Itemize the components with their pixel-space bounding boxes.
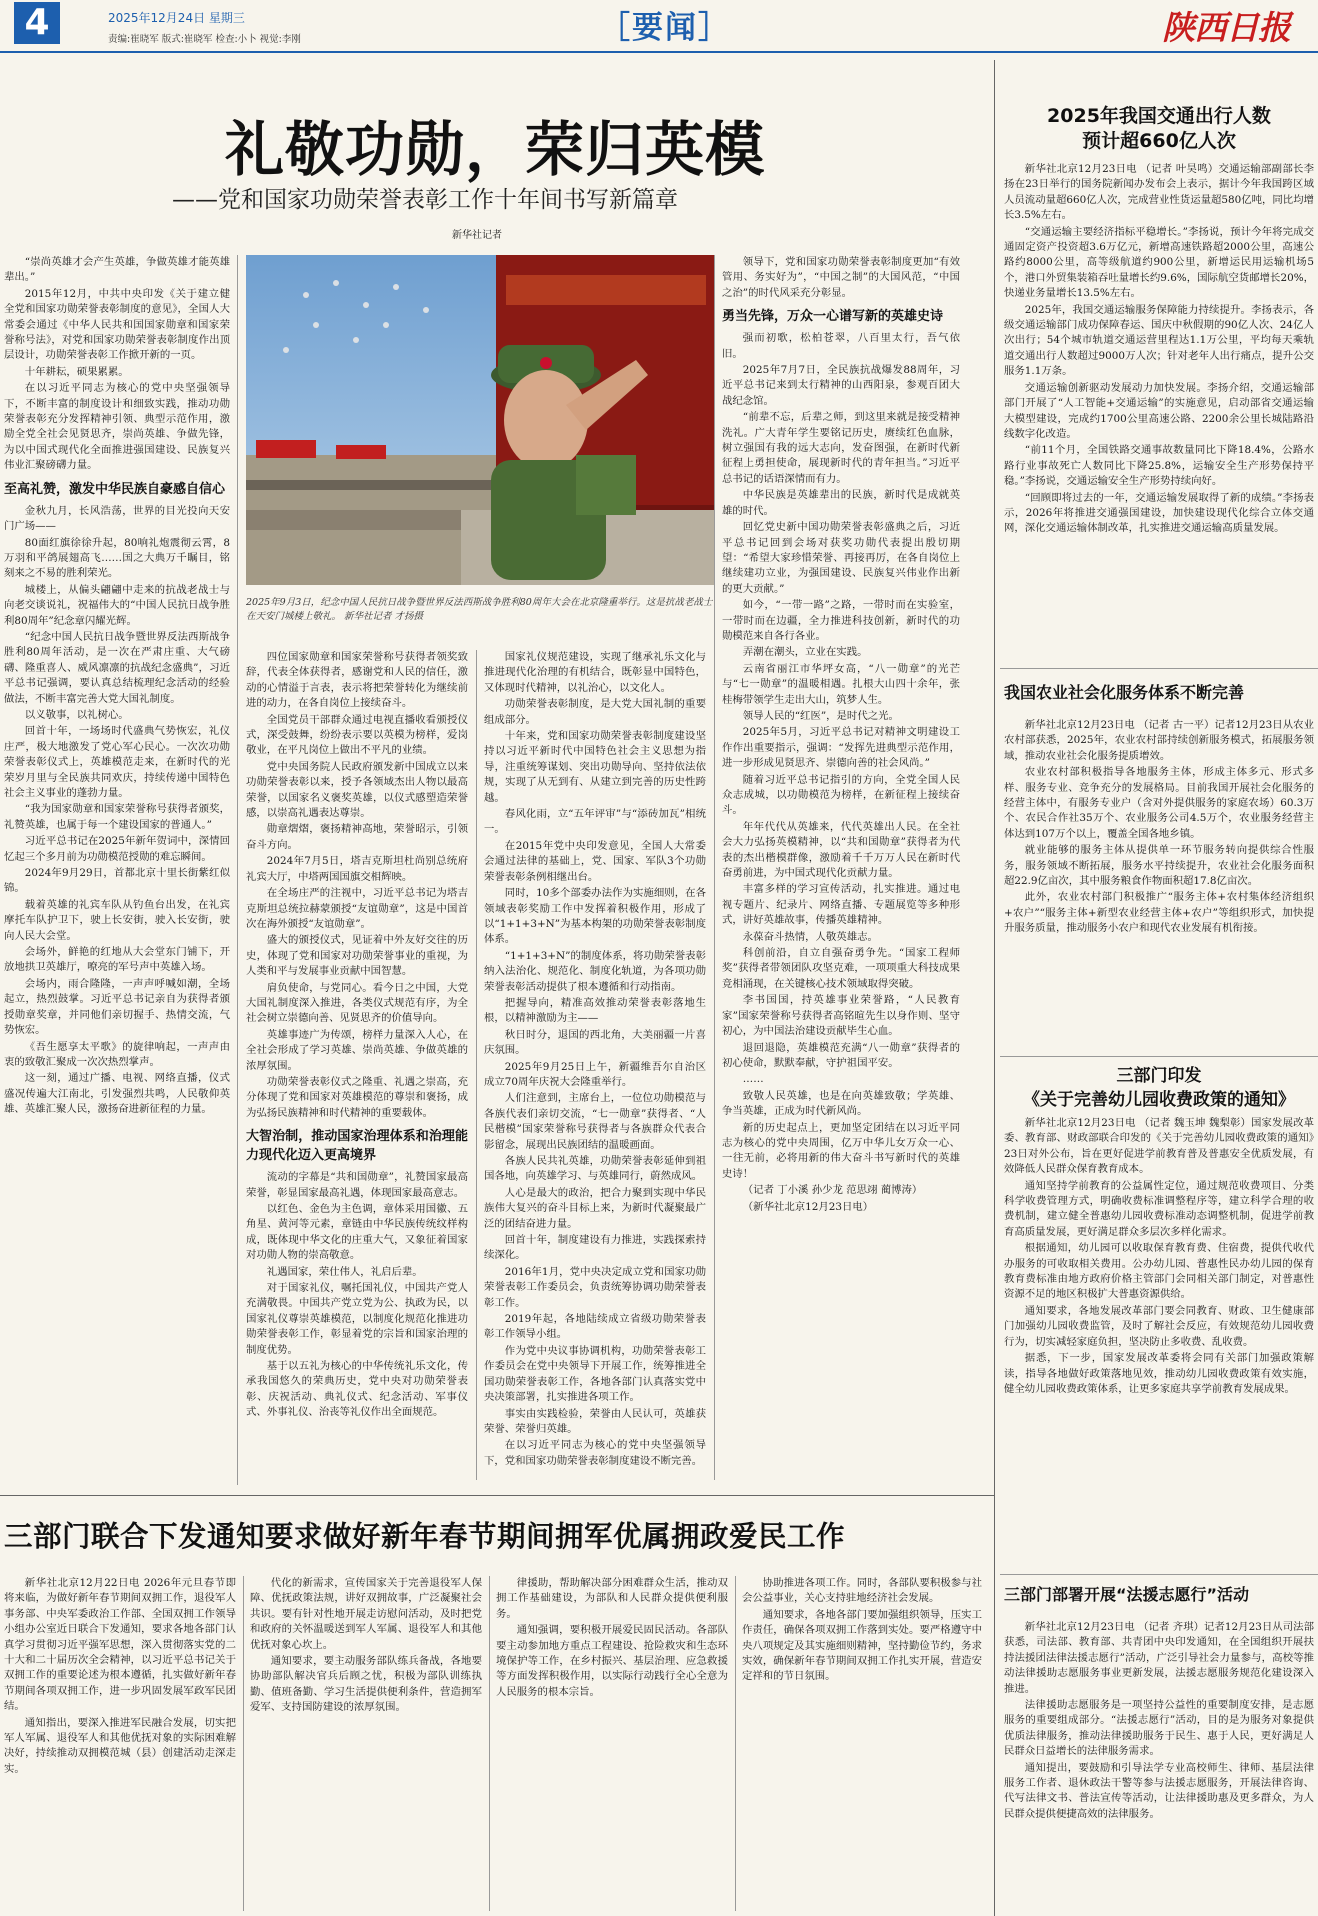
body-paragraph: 就业能够的服务主体从提供单一环节服务转向提供综合性服务，服务领域不断拓展，服务水平持续提升，农业社会化服务面积超22.9亿亩次，其中服务粮食作物面积超17.8亿亩次。 bbox=[1004, 844, 1314, 888]
body-paragraph: 2025年7月7日，全民族抗战爆发88周年，习近平总书记来到太行精神的山西阳泉，参观百团大战纪念馆。 bbox=[722, 364, 960, 407]
body-paragraph: 律援助，帮助解决部分困难群众生活，推动双拥工作基础建设，为部队和人民群众提供便利服务。 bbox=[496, 1577, 728, 1620]
page-number: 4 bbox=[14, 2, 60, 44]
body-paragraph: 在以习近平同志为核心的党中央坚强领导下，党和国家功勋荣誉表彰制度建设不断完善。 bbox=[484, 1439, 706, 1467]
side-headline-kindergarten bbox=[1004, 1064, 1314, 1112]
body-paragraph: 四位国家勋章和国家荣誉称号获得者领奖致辞，代表全体获得者，感谢党和人民的信任，激动的心情溢于言表，表示将把荣誉转化为继续前进的动力，在各自岗位上接续奋斗。 bbox=[246, 651, 468, 710]
body-paragraph: 2024年9月29日，首都北京十里长街紫红似锦。 bbox=[4, 867, 230, 895]
body-paragraph: 流动的字幕是“共和国勋章”，礼赞国家最高荣誉，彰显国家最高礼遇，体现国家最高意志。 bbox=[246, 1171, 468, 1199]
body-paragraph: 人心是最大的政治，把合力聚到实现中华民族伟大复兴的奋斗目标上来，为新时代凝聚最广泛的团结奋进力量。 bbox=[484, 1186, 706, 1230]
headline: 礼敬功勋，荣归英模 bbox=[225, 115, 766, 184]
body-paragraph: 这一刻，通过广播、电视、网络直播，仪式盛况传遍大江南北，引发强烈共鸣，人民敬仰英雄、英雄汇聚人民，激扬奋进新征程的力量。 bbox=[4, 1072, 230, 1116]
side-headline-line2: 《关于完善幼儿园收费政策的通知》 bbox=[1023, 1090, 1295, 1110]
body-paragraph: 勋章熠熠，褒扬精神高地，荣誉昭示，引领奋斗方向。 bbox=[246, 823, 468, 851]
body-paragraph: 中华民族是英雄辈出的民族，新时代是成就英雄的时代。 bbox=[722, 489, 960, 517]
body-paragraph: 科创前沿，自立自强奋勇争先。“国家工程师奖”获得者带领团队攻坚克难，一项项重大科技成果竞相涌现，在关键核心技术领域取得突破。 bbox=[722, 947, 960, 990]
column-divider bbox=[476, 650, 477, 1480]
body-paragraph: 通知坚持学前教育的公益属性定位，通过规范收费项目、分类科学收费管理方式，明确收费标准调整程序等，建立科学合理的收费机制，建立健全普惠幼儿园收费标准动态调整机制，促进学前教育高质量发展，更好满足群众多层次多样化需求。 bbox=[1004, 1179, 1314, 1238]
body-paragraph: 李书国国，持英雄事业荣誉路，“人民教育家”国家荣誉称号获得者高铭暄先生以身作则、坚守初心，为中国法治建设贡献毕生心血。 bbox=[722, 994, 960, 1038]
lead-column-2 bbox=[246, 650, 468, 1480]
editor-credits: 责编:崔晓军 版式:崔晓军 检查:小卜 视觉:李刚 bbox=[108, 34, 301, 45]
body-paragraph: 基于以五礼为核心的中华传统礼乐文化，传承我国悠久的荣典历史，党中央对功勋荣誉表彰、庆祝活动、典礼仪式、纪念活动、军事仪式、外事礼仪、治丧等礼仪作出全面规范。 bbox=[246, 1360, 468, 1419]
body-paragraph: 新华社北京12月22日电 2026年元旦春节即将来临，为做好新年春节期间双拥工作，退役军人事务部、中央军委政治工作部、全国双拥工作领导小组办公室近日联合下发通知，要求各地各部门认真学习贯彻习近平强军思想，深入贯彻落实党的二十大和二十届历次全会精神，以习近平总书记关于双拥工作的重要论述为根本遵循，扎实做好新年春节期间各项双拥工作，进一步巩固发展军政军民团结。 bbox=[4, 1577, 236, 1713]
body-paragraph: 此外，农业农村部门积极推广“服务主体+农村集体经济组织+农户”“服务主体+新型农业经营主体+农户”等组织形式，加快提升服务质量，推动服务小农户和现代农业发展有机衔接。 bbox=[1004, 891, 1314, 935]
banner-top-rule bbox=[0, 1495, 994, 1496]
body-paragraph: 通知提出，要鼓励和引导法学专业高校师生、律师、基层法律服务工作者、退休政法干警等参与法援志愿服务，开展法律咨询、代写法律文书、普法宣传等活动，让法律援助惠及更多群众，为人民群众提供便捷高效的法律服务。 bbox=[1004, 1761, 1314, 1820]
body-paragraph: 在以习近平同志为核心的党中央坚强领导下，不断丰富的制度设计和细致实践，推动功勋荣誉表彰充分发挥精神引领、典型示范作用，激励全党全社会见贤思齐，崇尚英雄、争做先锋，为以中国式现代化全面推进强国建设、民族复兴伟业汇聚磅礴力量。 bbox=[4, 382, 230, 472]
body-paragraph: 党中央国务院人民政府颁发新中国成立以来功勋荣誉表彰以来，授予各领域杰出人物以最高荣誉，以国家名义褒奖英雄，以仪式感塑造荣誉感，以崇高礼遇表达尊崇。 bbox=[246, 760, 468, 820]
body-paragraph: 根据通知，幼儿园可以收取保育教育费、住宿费，提供代收代办服务的可收取相关费用。公办幼儿园、普惠性民办幼儿园的保育教育费标准由地方政府价格主管部门会同相关部门制定，对普惠性资源不足的地区积极扩大普惠资源供给。 bbox=[1004, 1242, 1314, 1301]
article-divider bbox=[1000, 1574, 1318, 1575]
body-paragraph: 通知指出，要深入推进军民融合发展，切实把军人军属、退役军人和其他优抚对象的实际困难解决好，持续推动双拥模范城（县）创建活动走深走实。 bbox=[4, 1716, 236, 1775]
body-paragraph: “崇尚英雄才会产生英雄，争做英雄才能英雄辈出。” bbox=[4, 256, 230, 284]
body-paragraph: 回首十年，制度建设有力推进，实践探索持续深化。 bbox=[484, 1234, 706, 1262]
veteran-salute-image bbox=[246, 255, 714, 585]
body-paragraph: 同时，10多个部委办法作为实施细则，在各领域表彰奖励工作中发挥着积极作用，形成了以“1+1+3+N”为基本构架的功勋荣誉表彰制度体系。 bbox=[484, 887, 706, 946]
page-header bbox=[0, 0, 1318, 52]
body-paragraph: 致敬人民英雄，也是在向英雄致敬；学英雄、争当英雄，正成为时代新风尚。 bbox=[722, 1089, 960, 1118]
side-article-kindergarten bbox=[1004, 1116, 1314, 1586]
body-paragraph: 通知要求，要主动服务部队练兵备战，各地要协助部队解决官兵后顾之忧，积极为部队训练执勤、值班备勤、学习生活提供便利条件，营造拥军爱军、支持国防建设的浓厚氛围。 bbox=[250, 1655, 482, 1714]
body-paragraph: 在全场庄严的注视中，习近平总书记为塔吉克斯坦总统拉赫蒙颁授“友谊勋章”，这是中国首次在海外颁授“友谊勋章”。 bbox=[246, 887, 468, 930]
side-headline-agriculture: 我国农业社会化服务体系不断完善 bbox=[1004, 683, 1245, 702]
body-paragraph: 退回退隐，英雄模范充满“八一勋章”获得者的初心使命，默默奉献，守护祖国平安。 bbox=[722, 1041, 960, 1069]
body-paragraph: 如今，“一带一路”之路，一带时而在实验室，一带时而在边疆，全力推进科技创新，新时代的功勋模范来自各行各业。 bbox=[722, 599, 960, 642]
body-paragraph: 法律援助志愿服务是一项坚持公益性的重要制度安排，是志愿服务的重要组成部分。“法援志愿行”活动，目的是为服务对象提供优质法律服务，推动法律援助服务于民生、惠于人民，更好满足人民群众日益增长的法律服务需求。 bbox=[1004, 1699, 1314, 1758]
body-paragraph: 以红色、金色为主色调，章体采用国徽、五角星、黄河等元素，章链由中华民族传统纹样构成，既体现中华文化的庄重大气，又象征着国家对功勋人物的崇高敬意。 bbox=[246, 1203, 468, 1262]
body-paragraph: 把握导向，精准高效推动荣誉表彰落地生根，以精神激励为主—— bbox=[484, 996, 706, 1025]
body-paragraph: “交通运输主要经济指标平稳增长。”李扬说，预计今年将完成交通固定资产投资超3.6万亿元，新增高速铁路超2000公里，高速公路约8000公里，高等级航道约900公里，新增运民用运输机场5个，港口外贸集装箱吞吐量增长约9.6%，国际航空货邮增长20%，快递业务量增长13.5%左右。 bbox=[1004, 225, 1314, 300]
banner-headline: 三部门联合下发通知要求做好新年春节期间拥军优属拥政爱民工作 bbox=[4, 1520, 846, 1553]
section-label: ［要闻］ bbox=[599, 10, 731, 46]
body-paragraph: 英雄事迹广为传颂，榜样力量深入人心，在全社会形成了学习英雄、崇尚英雄、争做英雄的浓厚氛围。 bbox=[246, 1028, 468, 1072]
date-line: 2025年12月24日 星期三 bbox=[108, 11, 245, 25]
body-paragraph: “前11个月，全国铁路交通事故数量同比下降18.4%，公路水路行业事故死亡人数同比下降25.8%，运输安全生产形势保持平稳。”李扬说，交通运输安全生产形势持续向好。 bbox=[1004, 444, 1314, 488]
body-paragraph: 人们注意到，主席台上，一位位功勋模范与各族代表们亲切交流，“七一勋章”获得者、“人民楷模”国家荣誉称号获得者与各族群众代表合影留念，展现出民族团结的温暖画面。 bbox=[484, 1092, 706, 1151]
body-paragraph: 80面红旗徐徐升起，80响礼炮震彻云霄，8万羽和平鸽展翅高飞……国之大典万千瞩目，铭刻来之不易的胜利荣光。 bbox=[4, 536, 230, 580]
body-paragraph: 盛大的颁授仪式，见证着中外友好交往的历史，体现了党和国家对功勋荣誉事业的重视，为人类和平与发展事业贡献中国智慧。 bbox=[246, 934, 468, 978]
article-divider bbox=[1000, 1056, 1318, 1057]
banner-column-4 bbox=[742, 1576, 982, 1911]
body-paragraph: 礼遇国家，荣仕伟人，礼启后辈。 bbox=[266, 1265, 423, 1278]
sidebar-divider bbox=[994, 60, 995, 1916]
body-paragraph: 弄潮在潮头，立业在实践。 bbox=[742, 646, 868, 659]
body-paragraph: 十年耕耘，硕果累累。 bbox=[24, 365, 129, 378]
body-paragraph: 国家礼仪规范建设，实现了继承礼乐文化与推进现代化治理的有机结合，既彰显中国特色，又体现时代精神，以礼治心，以文化人。 bbox=[484, 651, 706, 694]
body-paragraph: 十年来，党和国家功勋荣誉表彰制度建设坚持以习近平新时代中国特色社会主义思想为指导，注重统筹谋划、突出功勋导向、坚持依法依规，实现了从无到有、从建立到完善的历史性跨越。 bbox=[484, 730, 706, 804]
body-paragraph: 通知要求，各地发展改革部门要会同教育、财政、卫生健康部门加强幼儿园收费监管，及时了解社会反应，有效规范幼儿园收费行为，切实减轻家庭负担，坚决防止多收费、乱收费。 bbox=[1004, 1304, 1314, 1348]
body-paragraph: 秋日时分，退国的西北角，大美丽疆一片喜庆氛围。 bbox=[484, 1028, 706, 1057]
lead-photo bbox=[246, 255, 714, 585]
side-headline-legal-aid: 三部门部署开展“法援志愿行”活动 bbox=[1004, 1585, 1250, 1604]
body-paragraph: 以义敬事，以礼树心。 bbox=[24, 708, 129, 721]
column-divider bbox=[489, 1576, 490, 1911]
body-paragraph: 新华社北京12月23日电 （记者 古一平）记者12月23日从农业农村部获悉，2025年，农业农村部持续创新服务模式，拓展服务领域，推动农业社会化服务提质增效。 bbox=[1004, 719, 1314, 762]
banner-column-2 bbox=[250, 1576, 482, 1911]
body-paragraph: 领导人民的“红医”，是时代之光。 bbox=[742, 709, 899, 722]
body-paragraph: 会场外，鲜艳的红地从大会堂东门铺下，开放地拱卫英雄厅，嘹亮的军号声中英雄入场。 bbox=[4, 946, 230, 974]
body-paragraph: 新华社北京12月23日电 （记者 齐琪）记者12月23日从司法部获悉，司法部、教育部、共青团中央印发通知，在全国组织开展扶持法援团法律法援志愿行”活动，广泛引导社会力量参与，高校等推动法律援助志愿服务事业更新发展，法援志愿服务规范化建设深入推进。 bbox=[1004, 1621, 1314, 1695]
body-paragraph: 功勋荣誉表彰仪式之隆重、礼遇之崇高，充分体现了党和国家对英雄模范的尊崇和褒扬，成为弘扬民族精神和时代精神的重要载体。 bbox=[246, 1075, 468, 1119]
body-paragraph: 通知要求，各地各部门要加强组织领导，压实工作责任，确保各项双拥工作落到实处。要严格遵守中央八项规定及其实施细则精神，坚持勤俭节约，务求实效，确保新年春节期间双拥工作扎实开展，营造安定祥和的节日氛围。 bbox=[742, 1608, 982, 1683]
banner-column-3 bbox=[496, 1576, 728, 1911]
section-subhead: 至高礼赞，激发中华民族自豪感自信心 bbox=[4, 481, 226, 497]
body-paragraph: 年年代代从英雄来，代代英雄出人民。在全社会大力弘扬英模精神，以“共和国勋章”获得者为代表的杰出楷模群像，激励着千千万万人民在新时代奋勇前进，为中国式现代化贡献力量。 bbox=[722, 820, 960, 880]
section-subhead: 大智治制，推动国家治理体系和治理能力现代化迈入更高境界 bbox=[246, 1129, 468, 1164]
column-divider bbox=[237, 255, 238, 1485]
section-subhead: 勇当先锋，万众一心谱写新的英雄史诗 bbox=[722, 309, 944, 325]
body-paragraph: 事实由实践检验，荣誉由人民认可，英雄获荣誉、荣誉归英雄。 bbox=[484, 1407, 706, 1435]
body-paragraph: 习近平总书记在2025年新年贺词中，深情回忆起三个多月前为功勋模范授勋的难忘瞬间。 bbox=[4, 835, 230, 863]
body-paragraph: 《吾生愿享太平歌》的旋律响起，一声声由衷的致敬汇聚成一次次热烈掌声。 bbox=[4, 1040, 230, 1068]
lead-column-1 bbox=[4, 255, 230, 1475]
body-paragraph: 在2015年党中央印发意见，全国人大常委会通过法律的基础上，党、国家、军队3个功勋荣誉表彰条例相继出台。 bbox=[484, 839, 706, 883]
body-paragraph: “回顾即将过去的一年，交通运输发展取得了新的成绩。”李扬表示，2026年将推进交通强国建设，加快建设现代化综合立体交通网，深化交通运输体制改革，扎实推进交通运输高质量发展。 bbox=[1004, 491, 1314, 535]
body-paragraph: “前辈不忘，后辈之师，到这里来就是接受精神洗礼。广大青年学生要铭记历史，赓续红色血脉，树立强国有我的远大志向，发奋图强，在新时代新征程上勇担使命，展现新时代的青年担当。”习近平总书记的话语深情而有力。 bbox=[722, 411, 960, 485]
body-paragraph: 据悉，下一步，国家发展改革委将会同有关部门加强政策解读，指导各地做好政策落地见效，推动幼儿园收费政策有效实施，健全幼儿园收费政策体系，让更多家庭共享学前教育发展成果。 bbox=[1004, 1352, 1314, 1395]
body-paragraph: 新华社北京12月23日电 （记者 叶昊鸣）交通运输部副部长李扬在23日举行的国务院新闻办发布会上表示，据计今年我国跨区域人员流动量超660亿人次，完成营业性货运量超580亿吨，同比均增长3.5%左右。 bbox=[1004, 163, 1314, 222]
byline: 新华社记者 bbox=[452, 230, 502, 241]
body-paragraph: 协助推进各项工作。同时，各部队要积极参与社会公益事业，关心支持驻地经济社会发展。 bbox=[742, 1577, 982, 1605]
body-paragraph: 肩负使命，与党同心。看今日之中国，大党大国礼制度深入推进，各类仪式规范有序，为全社会树立崇德向善、见贤思齐的价值导向。 bbox=[246, 981, 468, 1025]
side-article-agriculture bbox=[1004, 718, 1314, 1048]
body-paragraph: 2025年9月25日上午，新疆维吾尔自治区成立70周年庆祝大会隆重举行。 bbox=[484, 1060, 706, 1088]
body-paragraph: 永葆奋斗热情，人敬英雄志。 bbox=[742, 930, 878, 943]
header-rule bbox=[0, 51, 1318, 53]
side-headline-traffic bbox=[1004, 104, 1314, 154]
body-paragraph: 代化的新需求，宣传国家关于完善退役军人保障、优抚政策法规，讲好双拥故事，广泛凝聚社会共识。要有针对性地开展走访慰问活动，及时把党和政府的关怀温暖送到军人军属、退役军人和其他优抚对象心坎上。 bbox=[250, 1577, 482, 1651]
body-paragraph: 城楼上，从偏头翩翩中走来的抗战老战士与向老交谈说礼，祝福伟大的“中国人民抗日战争胜利80周年”纪念章闪耀光辉。 bbox=[4, 583, 230, 627]
body-paragraph: “1+1+3+N”的制度体系，将功勋荣誉表彰纳入法治化、规范化、制度化轨道，为各项功勋荣誉表彰活动提供了根本遵循和行动指南。 bbox=[484, 949, 706, 993]
body-paragraph: “我为国家勋章和国家荣誉称号获得者颁奖，礼赞英雄，也属于每一个建设国家的普通人。” bbox=[4, 803, 230, 831]
body-paragraph: 全国党员干部群众通过电视直播收看颁授仪式，深受鼓舞，纷纷表示要以英模为榜样，爱岗敬业，在平凡岗位上做出不平凡的业绩。 bbox=[246, 713, 468, 757]
column-divider bbox=[714, 255, 715, 1480]
body-paragraph: 新华社北京12月23日电 （记者 魏玉坤 魏梨彰）国家发展改革委、教育部、财政部联合印发的《关于完善幼儿园收费政策的通知》23日对外公布，旨在更好促进学前教育普及普惠安全优质发展，有效降低人民群众保育教育成本。 bbox=[1004, 1117, 1314, 1176]
body-paragraph: 各族人民共礼英雄，功勋荣誉表彰延伸到祖国各地，向英雄学习、与英雄同行，蔚然成风。 bbox=[484, 1155, 706, 1183]
body-paragraph: 2024年7月5日，塔吉克斯坦杜尚别总统府礼宾大厅，中塔两国国旗交相辉映。 bbox=[246, 855, 468, 883]
body-paragraph: 会场内，雨合隆隆，一声声呼喊如潮，全场起立，热烈鼓掌。习近平总书记亲自为获得者颁授勋章奖章，并同他们亲切握手、热情交流，气势恢宏。 bbox=[4, 977, 230, 1037]
lead-column-3 bbox=[484, 650, 706, 1480]
body-paragraph: 2016年1月，党中央决定成立党和国家功勋荣誉表彰工作委员会，负责统筹协调功勋荣誉表彰工作。 bbox=[484, 1265, 706, 1309]
body-paragraph: 回忆党史新中国功勋荣誉表彰盛典之后，习近平总书记回到会场对获奖功勋代表提出殷切期望：“希望大家珍惜荣誉、再接再厉，在各自岗位上继续建功立业，为强国建设、民族复兴伟业作出新的更大贡献。” bbox=[722, 521, 960, 595]
subheadline: ——党和国家功勋荣誉表彰工作十年间书写新篇章 bbox=[172, 187, 678, 213]
article-divider bbox=[1000, 668, 1318, 669]
body-paragraph: 随着习近平总书记指引的方向，全党全国人民众志成城，以功勋模范为榜样，在新征程上接续奋斗。 bbox=[722, 773, 960, 817]
body-paragraph: 交通运输创新驱动发展动力加快发展。李扬介绍，交通运输部部门开展了“人工智能+交通运输”的实施意见，启动部省交通运输大模型建设，完成约1700公里高速公路、2200余公里长城陆路沿线数字化改造。 bbox=[1004, 381, 1314, 440]
body-paragraph: 农业农村部积极指导各地服务主体，形成主体多元、形式多样、服务专业、竞争充分的发展格局。目前我国开展社会化服务的经营主体中，有服务专业户（含对外提供服务的家庭农场）60.3万个、农民合作社35万个、农业服务公司4.5万个，农业服务经营主体达到107万个以上，覆盖全国各地乡镇。 bbox=[1004, 766, 1314, 840]
lead-column-4 bbox=[722, 255, 960, 1480]
newspaper-logo: 陕西日报 bbox=[1162, 8, 1290, 47]
body-paragraph: 回首十年，一场场时代盛典气势恢宏，礼仪庄严，极大地激发了党心军心民心。一次次功勋荣誉表彰仪式上，英雄模范走来，在新时代的光荣岁月里与全民族共同欢庆，持续传递中国特色社会主义事业的蓬勃力量。 bbox=[4, 725, 230, 799]
body-paragraph: 2019年起，各地陆续成立省级功勋荣誉表彰工作领导小组。 bbox=[484, 1313, 706, 1341]
body-paragraph: 通知强调，要积极开展爱民固民活动。各部队要主动参加地方重点工程建设、抢险救灾和生态环境保护等工作，在乡村振兴、基层治理、应急救援等方面发挥积极作用，以实际行动践行全心全意为人民服务的根本宗旨。 bbox=[496, 1624, 728, 1698]
body-paragraph: 对于国家礼仪，嘱托国礼仪，中国共产党人充满敬畏。中国共产党立党为公、执政为民，以国家礼仪尊崇英雄模范，以制度化规范化推进功勋荣誉表彰工作，彰显着党的宗旨和国家治理的制度优势。 bbox=[246, 1282, 468, 1356]
body-paragraph: 强而初歌，松柏苍翠，八百里太行，吾气依旧。 bbox=[722, 332, 960, 360]
body-paragraph: 2025年5月，习近平总书记对精神文明建设工作作出重要指示，强调：“发挥先进典型示范作用，进一步形成见贤思齐、崇德向善的社会风尚。” bbox=[722, 726, 960, 770]
body-paragraph: …… bbox=[742, 1073, 764, 1086]
column-divider bbox=[735, 1576, 736, 1911]
body-paragraph: 金秋九月，长风浩荡，世界的目光投向天安门广场—— bbox=[4, 504, 230, 533]
body-paragraph: 云南省丽江市华坪女高，“八一勋章”的光芒与“七一勋章”的温暖相遇。扎根大山四十余年，张桂梅带领学生走出大山，筑梦人生。 bbox=[722, 662, 960, 706]
body-paragraph: 载着英雄的礼宾车队从钓鱼台出发，在礼宾摩托车队护卫下，驶上长安街，驶入长安街，驶向人民大会堂。 bbox=[4, 898, 230, 942]
photo-caption: 2025年9月3日，纪念中国人民抗日战争暨世界反法西斯战争胜利80周年大会在北京隆重举行。这是抗战老战士在天安门城楼上敬礼。 新华社记者 才扬摄 bbox=[246, 597, 713, 622]
body-paragraph: 作为党中央议事协调机构，功勋荣誉表彰工作委员会在党中央领导下开展工作，统筹推进全国功勋荣誉表彰工作，各地各部门认真落实党中央决策部署，扎实推进各项工作。 bbox=[484, 1344, 706, 1404]
banner-column-1 bbox=[4, 1576, 236, 1911]
body-paragraph: 2025年，我国交通运输服务保障能力持续提升。李扬表示，各级交通运输部门成功保障春运、国庆中秋假期的90亿人次、24亿人次出行；54个城市轨道交通运营里程达1.1万公里，平均每天乘轨道交通出行人数超过9000万人次；针对老年人出行痛点，提升公交服务1.1万条。 bbox=[1004, 303, 1314, 378]
body-paragraph: 新的历史起点上，更加坚定团结在以习近平同志为核心的党中央周围，亿万中华儿女万众一心、一往无前，必将用新的伟大奋斗书写新时代的英雄史诗！ bbox=[722, 1121, 960, 1180]
side-headline-line1: 2025年我国交通出行人数 bbox=[1047, 105, 1271, 127]
body-paragraph: （新华社北京12月23日电） bbox=[742, 1200, 874, 1213]
body-paragraph: （记者 丁小溪 孙少龙 范思翊 蔺博涛） bbox=[742, 1184, 923, 1197]
body-paragraph: 丰富多样的学习宣传活动，扎实推进。通过电视专题片、纪录片、网络直播、专题展览等多种形式，讲好英雄故事，传播英雄精神。 bbox=[722, 883, 960, 927]
column-divider bbox=[243, 1576, 244, 1911]
body-paragraph: 领导下，党和国家功勋荣誉表彰制度更加“有效管用、务实好为”，“中国之制”的大国风范，“中国之治”的时代风采充分彰显。 bbox=[722, 256, 960, 299]
body-paragraph: 春风化雨，立“五年评审”与“添砖加瓦”相统一。 bbox=[484, 808, 706, 836]
body-paragraph: 2015年12月，中共中央印发《关于建立健全党和国家功勋荣誉表彰制度的意见》，全国人大常委会通过《中华人民共和国国家勋章和国家荣誉称号法》，对党和国家功勋荣誉表彰制度作出顶层设计，功勋荣誉表彰工作掀开新的一页。 bbox=[4, 287, 230, 362]
side-headline-line2: 预计超660亿人次 bbox=[1082, 130, 1236, 152]
body-paragraph: “纪念中国人民抗日战争暨世界反法西斯战争胜利80周年活动，是一次在严肃庄重、大气磅礴、隆重喜人、威风凛凛的抗战纪念盛典”，习近平总书记强调，要认真总结梳理纪念活动的经验做法，不断丰富完善大党大国礼制度。 bbox=[4, 630, 230, 705]
body-paragraph: 功勋荣誉表彰制度，是大党大国礼制的重要组成部分。 bbox=[484, 698, 706, 726]
side-article-legal-aid bbox=[1004, 1620, 1314, 1910]
side-article-traffic bbox=[1004, 162, 1314, 662]
side-headline-line1: 三部门印发 bbox=[1116, 1066, 1202, 1086]
